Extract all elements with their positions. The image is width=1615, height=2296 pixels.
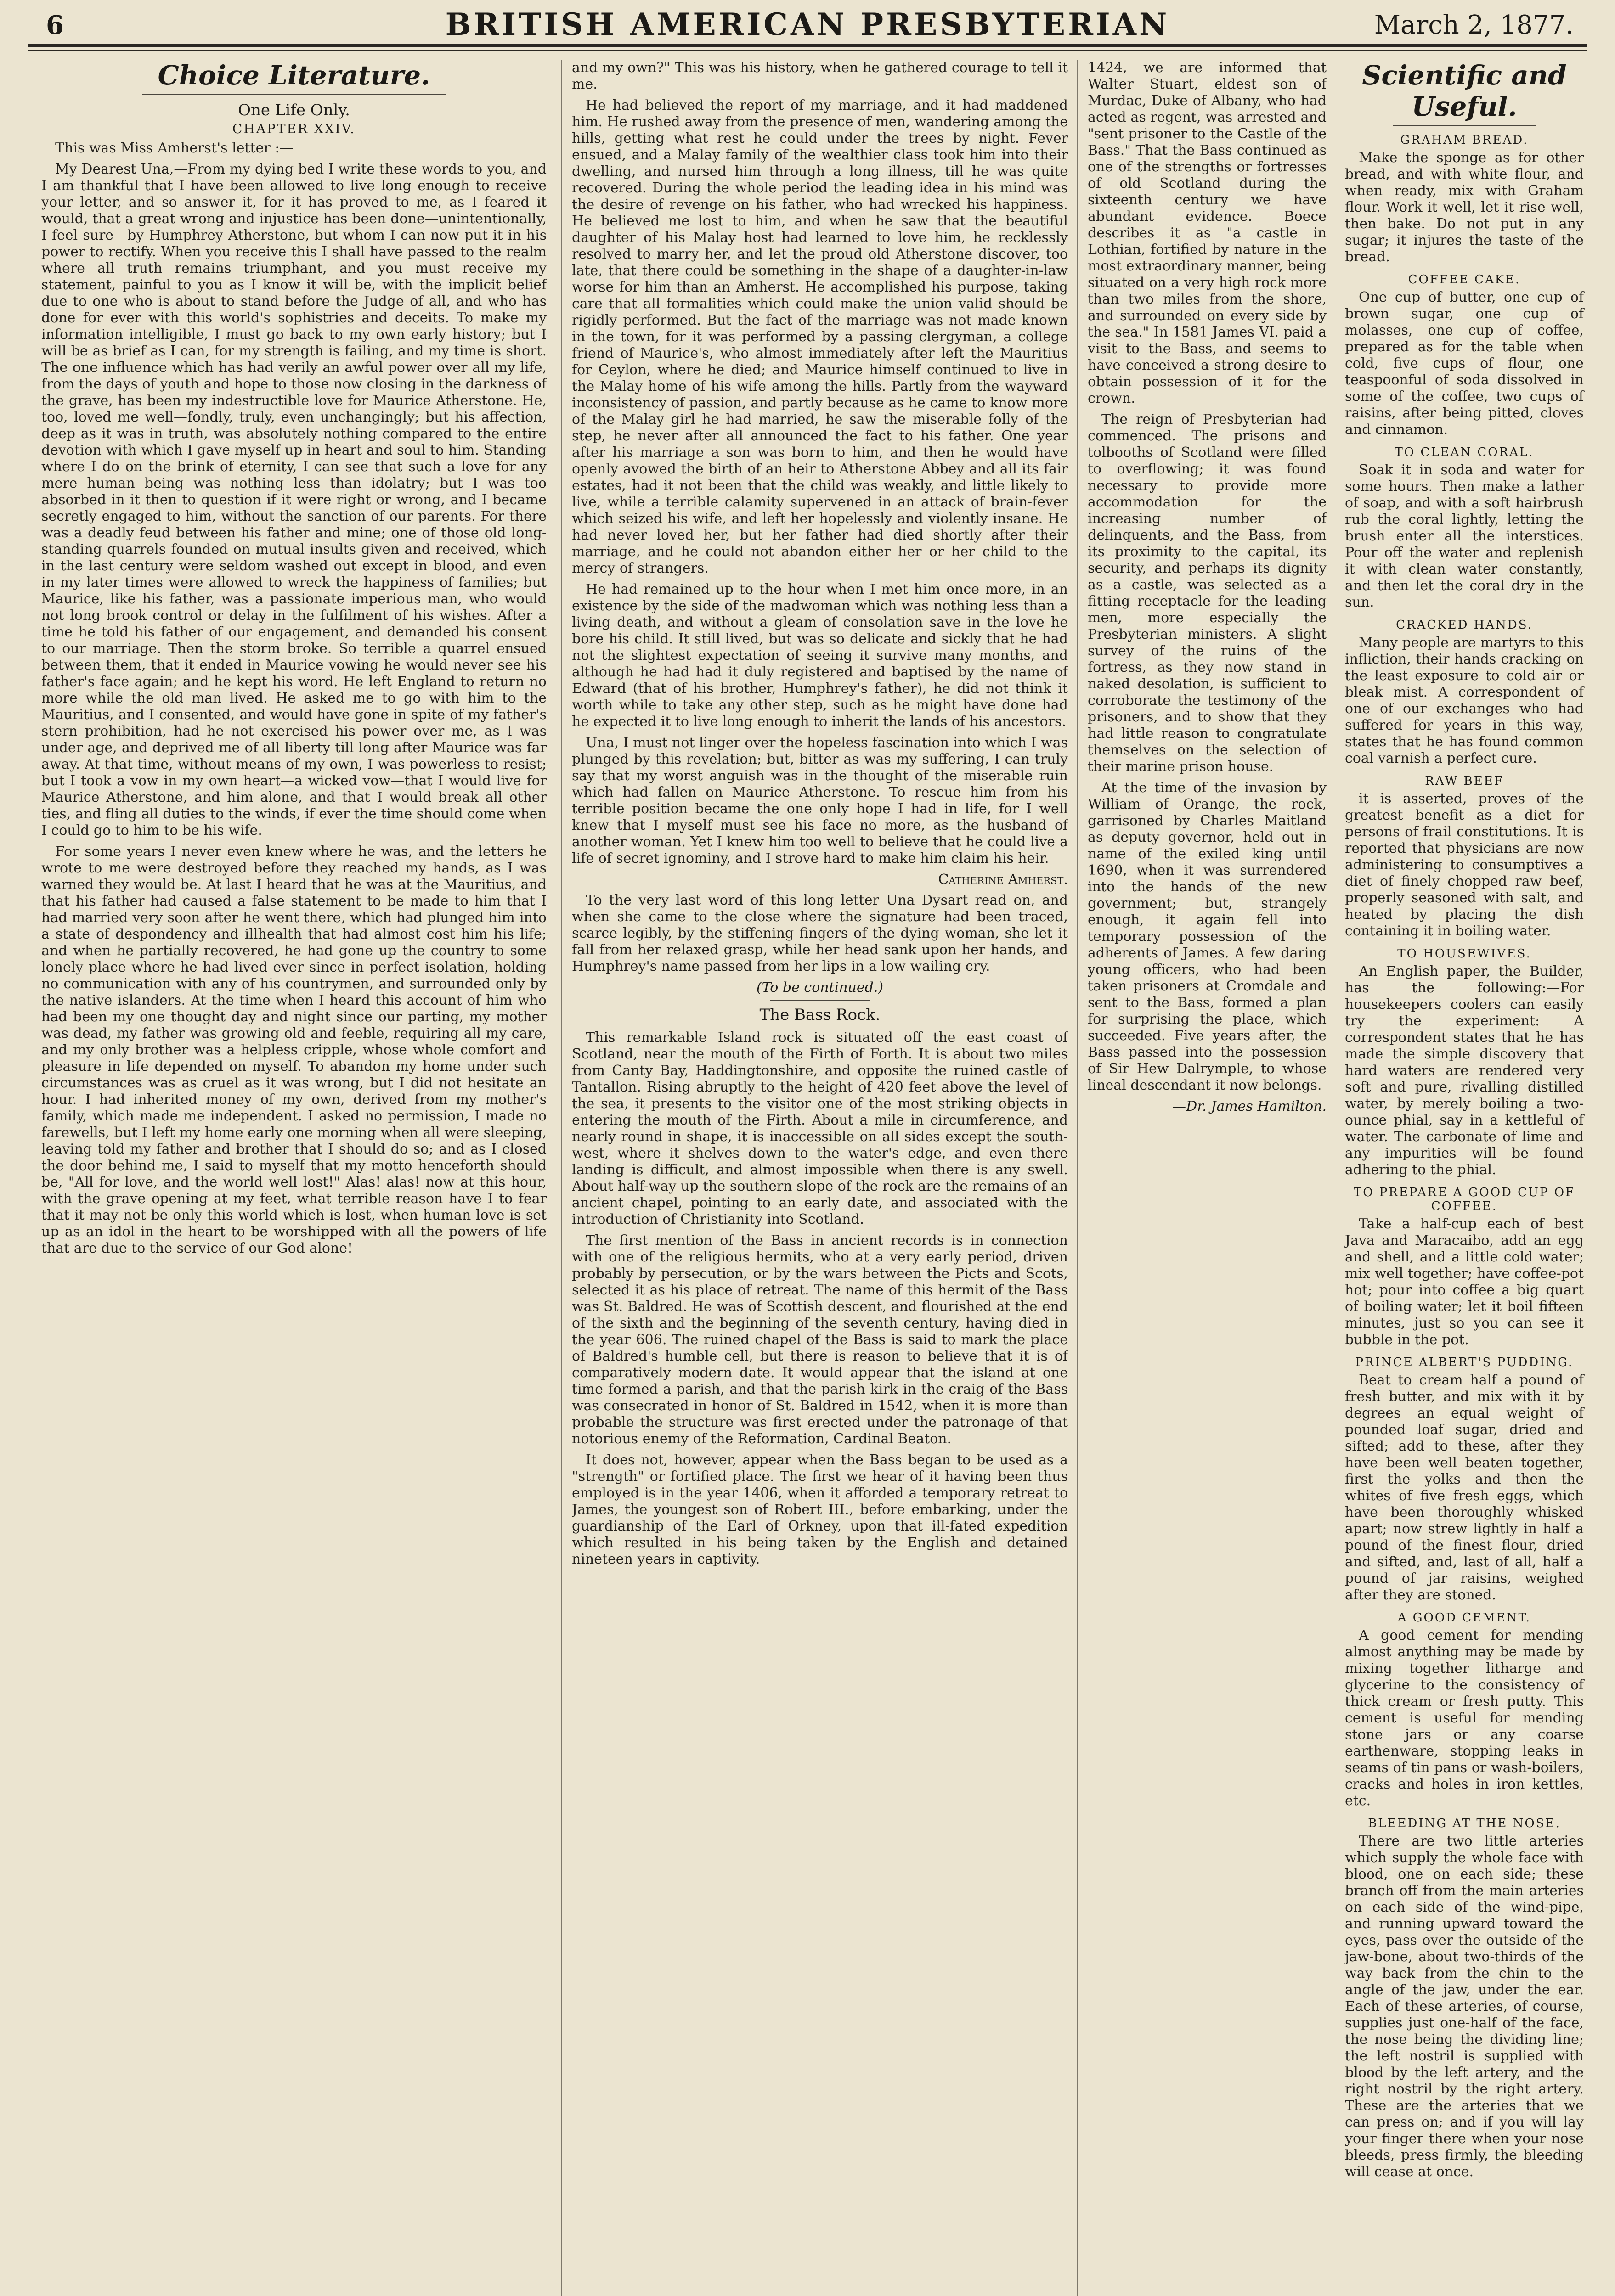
article-title-bass-rock: The Bass Rock.	[759, 1006, 881, 1024]
recipe-text: A good cement for mending almost anything may be made by mixing together litharge and glycerine to the consistency of thick cream or fresh putty. This cement is useful for mending stone jars or any coarse earthenware, stopping leaks in seams of tin pans or wash-boilers, cracks and holes in iron kettles, etc.	[1345, 1627, 1584, 1809]
recipe-title: CRACKED HANDS.	[1396, 618, 1533, 632]
recipe	[1345, 1186, 1584, 1348]
letter-paragraph: My Dearest Una,—From my dying bed I write these words to you, and I am thankful that I have been allowed to live long enough to receive your letter, and so answer it, for it has proved to me, as I feared it would, that a great wrong and injustice has been done—unintentionally, I feel sure—by Humphrey Atherstone, but whom I can now put it in his power to rectify. When you receive this I shall have passed to the realm where all truth remains triumphant, and you must receive my statement, painful to you as I know it will be, with the implicit belief due to one who is about to stand before the Judge of all, and who has done for ever with this world's sophistries and deceits. To make my information intelligible, I must go back to my own early history; but I will be as brief as I can, for my strength is failing, and my time is short. The one influence which has had verily an awful power over all my life, from the days of youth and hope to those now closing in the darkness of the grave, has been my indestructible love for Maurice Atherstone. He, too, loved me well—fondly, truly, even unchangingly; but his affection, deep as it was in truth, was absolutely nothing compared to the entire devotion with which I gave myself up in heart and soul to him. Standing where I do on the brink of eternity, I can see that such a love for any mere human being was nothing less than idolatry; but I was too absorbed in it then to question if it were right or wrong, and I became secretly engaged to him, without the sanction of our parents. For there was a deadly feud between his father and mine; one of those old long-standing quarrels founded on mutual insults given and received, which in the last century were seldom washed out except in blood, and even in my later times were allowed to wreck the happiness of families; but Maurice, like his father, was a passionate imperious man, who would not long brook control or delay in the fulfilment of his wishes. After a time he told his father of our engagement, and demanded his consent to our marriage. Then the storm broke. So terrible a quarrel ensued between them, that it ended in Maurice vowing he would never see his father's face again; and he kept his word. He left England to return no more while the old man lived. He asked me to go with him to the Mauritius, and I consented, and would have gone in spite of my father's stern prohibition, had he not exercised his power over me, as I was under age, and deprived me of all liberty till long after Maurice was far away. At that time, without means of my own, I was powerless to resist; but I took a vow in my own heart—a wicked vow—that I would live for Maurice Atherstone, and him alone, and that I would break all other ties, and fling all duties to the winds, if ever the time should come when I could go to him to be his wife.	[41, 161, 547, 838]
letter-paragraph: He had believed the report of my marriage, and it had maddened him. He rushed away from the presence of men, wandering among the hills, getting what rest he could under the trees by night. Fever ensued, and a Malay family of the wealthier class took him into their dwelling, and nursed him through a long illness, till he was quite recovered. During the whole period the leading idea in his mind was the desire of revenge on his father, who had wrecked his happiness. He believed me lost to him, and when he saw that the beautiful daughter of his Malay host had learned to love him, he recklessly resolved to marry her, and let the proud old Atherstone discover, too late, that there could be something in the shape of a daughter-in-law worse for him than an Amherst. He accomplished his purpose, taking care that all formalities which could make the union valid should be rigidly performed. But the fact of the marriage was not made known in the town, for it was performed by a passing clergyman, a college friend of Maurice's, who almost immediately after left the Mauritius for Ceylon, where he died; and Maurice himself continued to live in the Malay home of his wife among the hills. Partly from the wayward inconsistency of passion, and partly because as he came to know more of the Malay girl he had married, he saw the miserable folly of the step, he never after all announced the fact to his father. One year after his marriage a son was born to him, and then he would have openly avowed the birth of an heir to Atherstone Abbey and all its fair estates, had it not been that the child was weakly, and little likely to live, while a terrible calamity supervened in an attack of brain-fever which seized his wife, and left her hopelessly and violently insane. He had never loved her, but her father had died shortly after their marriage, and he could not abandon either her or her child to the mercy of strangers.	[572, 97, 1068, 576]
chapter-label: CHAPTER XXIV.	[232, 121, 356, 136]
to-be-continued: (To be continued.)	[756, 979, 884, 996]
letter-intro: This was Miss Amherst's letter :—	[55, 140, 294, 156]
recipe-text: Take a half-cup each of best Java and Maracaibo, add an egg and shell, and a little cold water; mix well together; have coffee-pot hot; pour into coffee a big quart of boiling water; let it boil fifteen minutes, just so you can see it bubble in the pot.	[1345, 1216, 1584, 1348]
recipe	[1345, 445, 1584, 611]
recipe-title: TO CLEAN CORAL.	[1395, 445, 1534, 459]
masthead-rule	[28, 44, 1587, 47]
scientific-useful-section	[1345, 60, 1584, 2185]
recipe	[1345, 1611, 1584, 1809]
article-author: —Dr. James Hamilton.	[1172, 1098, 1327, 1114]
recipe-title: GRAHAM BREAD.	[1400, 133, 1529, 147]
column-divider	[1077, 60, 1078, 2296]
letter-paragraph: Una, I must not linger over the hopeless fascination into which I was plunged by this revelation; but, bitter as was my suffering, I can truly say that my worst anguish was in the thought of the miserable ruin which had fallen on Maurice Atherstone. To rescue him from his terrible position became the one only hope I had in life, for I well knew that I myself must see his face no more, as the husband of another woman. Yet I knew him too well to believe that he could live a life of secret ignominy, and I strove hard to make him claim his heir.	[572, 735, 1068, 867]
letter-paragraph: For some years I never even knew where he was, and the letters he wrote to me were destroyed before they reached my hands, as I was warned they would be. At last I heard that he was at the Mauritius, and that his father had caused a false statement to be made to him that I had married very soon after he went there, which had plunged him into a state of despondency and illhealth that had almost cost him his life; and when he partially recovered, he had gone up the country to some lonely place where he had lived ever since in perfect isolation, holding no communication with any of his countrymen, and surrounded only by the native islanders. At the time when I heard this account of him who had been my one thought day and night since our parting, my mother was dead, my father was growing old and feeble, requiring all my care, and my only brother was a helpless cripple, whose whole comfort and pleasure in life depended on myself. To abandon my home under such circumstances was as cruel as it was wrong, but I did not hesitate an hour. I had inherited money of my own, derived from my mother's family, which made me independent. I asked no permission, I made no farewells, but I left my home early one morning when all were sleeping, leaving told my father and brother that I should do so; and as I closed the door behind me, I said to myself that my motto henceforth should be, "All for love, and the world well lost!" Alas! alas! now at this hour, with the grave opening at my feet, what terrible reason have I to fear that it may not be only this world which is lost, when human love is set up as an idol in the heart to be worshipped with all the powers of life that are due to the service of our God alone!	[41, 844, 547, 1256]
issue-date: March 2, 1877.	[1374, 10, 1574, 40]
recipe-title: A GOOD CEMENT.	[1397, 1611, 1531, 1625]
masthead-rule-thin	[28, 50, 1587, 51]
letter-signature: Catherine Amherst.	[938, 872, 1068, 888]
recipe-title: BLEEDING AT THE NOSE.	[1368, 1817, 1561, 1830]
section-heading-scientific-useful: Scientific and Useful.	[1362, 60, 1567, 122]
article-paragraph: At the time of the invasion by William of Orange, the rock, garrisoned by Charles Maitland as deputy governor, held out in name of the exiled king until 1690, when it was surrendered into the hands of the new government; but, strangely enough, it again fell into temporary possession of the adherents of James. A few daring young officers, who had been taken prisoners at Cromdale and sent to the Bass, formed a plan for surprising the place, which succeeded. Five years after, the Bass passed into the possession of Sir Hew Dalrymple, to whose lineal descendant it now belongs.	[1088, 780, 1327, 1093]
article-paragraph: 1424, we are informed that Walter Stuart, eldest son of Murdac, Duke of Albany, who had acted as regent, was arrested and "sent prisoner to the Castle of the Bass." That the Bass continued as one of the strengths or fortresses of old Scotland during the sixteenth century we have abundant evidence. Boece describes it as "a castle in Lothian, fortified by nature in the most extraordinary manner, being situated on a very high rock more than two miles from the shore, and surrounded on every side by the sea." In 1581 James VI. paid a visit to the Bass, and seems to have conceived a strong desire to obtain possession of it for the crown.	[1088, 60, 1327, 406]
article-paragraph: The first mention of the Bass in ancient records is in connection with one of the religious hermits, who at a very early period, driven probably by persecution, or by the wars between the Picts and Scots, selected it as his place of retreat. The name of this hermit of the Bass was St. Baldred. He was of Scottish descent, and flourished at the end of the sixth and the beginning of the seventh century, having died in the year 606. The ruined chapel of the Bass is said to mark the place of Baldred's humble cell, but there is reason to believe that it is of comparatively modern date. It would appear that the island at one time formed a parish, and that the parish kirk in the craig of the Bass was consecrated in honor of St. Baldred in 1542, when it is more than probable the structure was first erected under the patronage of that notorious enemy of the Reformation, Cardinal Beaton.	[572, 1232, 1068, 1447]
section-divider	[1393, 125, 1536, 126]
recipe-text: Soak it in soda and water for some hours. Then make a lather of soap, and with a soft hairbrush rub the coral lightly, letting the brush enter all the interstices. Pour off the water and replenish it with clean water constantly, and then let the coral dry in the sun.	[1345, 462, 1584, 610]
recipe	[1345, 273, 1584, 438]
recipe	[1345, 774, 1584, 940]
left-column	[41, 60, 547, 2296]
recipe	[1345, 1356, 1584, 1604]
recipe-text: it is asserted, proves of the greatest benefit as a diet for persons of frail constitutions. It is reported that physicians are now administering to consumptives a diet of finely chopped raw beef, properly seasoned with salt, and heated by placing the dish containing it in boiling water.	[1345, 791, 1584, 939]
bass-rock-continuation	[1088, 60, 1327, 1119]
right-column	[1088, 60, 1588, 2296]
middle-column	[572, 60, 1068, 2296]
recipe-text: One cup of butter, one cup of brown sugar, one cup of molasses, one cup of coffee, prepared as for the table when cold, five cups of flour, one teaspoonful of soda dissolved in some of the coffee, two cups of raisins, after being pitted, cloves and cinnamon.	[1345, 289, 1584, 438]
recipe	[1345, 133, 1584, 265]
masthead	[28, 5, 1587, 41]
article-paragraph: This remarkable Island rock is situated off the east coast of Scotland, near the mouth of the Firth of Forth. It is about two miles from Canty Bay, Haddingtonshire, and opposite the ruined castle of Tantallon. Rising abruptly to the height of 420 feet above the level of the sea, it presents to the visitor one of the most striking objects in entering the mouth of the Firth. About a mile in circumference, and nearly round in shape, it is inaccessible on all sides except the south-west, where it shelves down to the water's edge, and even there landing is difficult, and almost impossible when there is any swell. About half-way up the southern slope of the rock are the remains of an ancient chapel, pointing to an early date, and associated with the introduction of Christianity into Scotland.	[572, 1030, 1068, 1227]
paper-title: BRITISH AMERICAN PRESBYTERIAN	[445, 6, 1170, 42]
recipe-text: An English paper, the Builder, has the following:—For housekeepers coolers can easily try the experiment: A correspondent states that he has made the simple discovery that hard waters are rendered very soft and pure, rivalling distilled water, by merely boiling a two-ounce phial, say in a kettleful of water. The carbonate of lime and any impurities will be found adhering to the phial.	[1345, 963, 1584, 1178]
recipe-title: TO PREPARE A GOOD CUP OF COFFEE.	[1353, 1186, 1575, 1213]
section-heading-choice-literature: Choice Literature.	[158, 60, 430, 91]
page-number: 6	[46, 10, 64, 40]
recipe-title: RAW BEEF	[1425, 774, 1504, 788]
story-closing-paragraph: To the very last word of this long letter Una Dysart read on, and when she came to the close where the signature had been traced, scarce legibly, by the stiffening fingers of the dying woman, she let it fall from her relaxed grasp, while her head sank upon her hands, and Humphrey's name passed from her lips in a low wailing cry.	[572, 892, 1068, 974]
recipe-text: Many people are martyrs to this infliction, their hands cracking on the least exposure to cold air or bleak mist. A correspondent of one of our exchanges who had suffered for years in this way, states that he has found common coal varnish a perfect cure.	[1345, 635, 1584, 766]
recipe-title: PRINCE ALBERT'S PUDDING.	[1355, 1356, 1574, 1369]
recipe	[1345, 618, 1584, 767]
recipe-text: There are two little arteries which supply the whole face with blood, one on each side; these branch off from the main arteries on each side of the wind-pipe, and running upward toward the eyes, pass over the outside of the jaw-bone, about two-thirds of the way back from the chin to the angle of the jaw, under the ear. Each of these arteries, of course, supplies just one-half of the face, the nose being the dividing line; the left nostril is supplied with blood by the left artery, and the right nostril by the right artery. These are the arteries that we can press on; and if you will lay your finger there when your nose bleeds, press firmly, the bleeding will cease at once.	[1345, 1833, 1584, 2180]
story-title: One Life Only.	[238, 101, 350, 119]
recipe-text: Make the sponge as for other bread, and with white flour, and when ready, mix with Graham flour. Work it well, let it rise well, then bake. Do not put in any sugar; it injures the taste of the bread.	[1345, 150, 1584, 265]
recipe-title: TO HOUSEWIVES.	[1397, 947, 1531, 961]
column-divider	[561, 60, 562, 2296]
recipe-text: Beat to cream half a pound of fresh butter, and mix with it by degrees an equal weight of pounded loaf sugar, dried and sifted; add to these, after they have been well beaten together, first the yolks and then the whites of five fresh eggs, which have been thoroughly whisked apart; now strew lightly in half a pound of the finest flour, dried and sifted, and, last of all, half a pound of jar raisins, weighed after they are stoned.	[1345, 1372, 1584, 1603]
recipe	[1345, 947, 1584, 1178]
article-divider	[770, 1000, 870, 1001]
article-paragraph: It does not, however, appear when the Bass began to be used as a "strength" or fortified place. The first we hear of it having been thus employed is in the year 1406, when it afforded a temporary retreat to James, the youngest son of Robert III., before embarking, under the guardianship of the Earl of Orkney, upon that ill-fated expedition which resulted in his being taken by the English and detained nineteen years in captivity.	[572, 1452, 1068, 1567]
letter-paragraph: and my own?" This was his history, when he gathered courage to tell it me.	[572, 60, 1068, 92]
article-paragraph: The reign of Presbyterian had commenced. The prisons and tolbooths of Scotland were filled to overflowing; it was found necessary to provide more accommodation for the increasing number of delinquents, and the Bass, from its proximity to the capital, its security, and perhaps its dignity as a castle, was selected as a fitting receptacle for the leading men, more especially the Presbyterian ministers. A slight survey of the ruins of the fortress, as they now stand in naked desolation, is sufficient to corroborate the testimony of the prisoners, and to show that they had little reason to congratulate themselves on the selection of their marine prison house.	[1088, 411, 1327, 775]
recipe-title: COFFEE CAKE.	[1408, 273, 1521, 287]
letter-paragraph: He had remained up to the hour when I met him once more, in an existence by the side of the madwoman which was nothing less than a living death, and without a gleam of consolation save in the love he bore his child. It still lived, but was so delicate and sickly that he had not the slightest expectation of seeing it survive many months, and although he had had it duly registered and baptised by the name of Edward (that of his brother, Humphrey's father), he did not think it worth while to take any other step, such as he might have done had he expected it to live long enough to inherit the lands of his ancestors.	[572, 581, 1068, 730]
section-divider	[142, 94, 446, 95]
recipe	[1345, 1817, 1584, 2180]
